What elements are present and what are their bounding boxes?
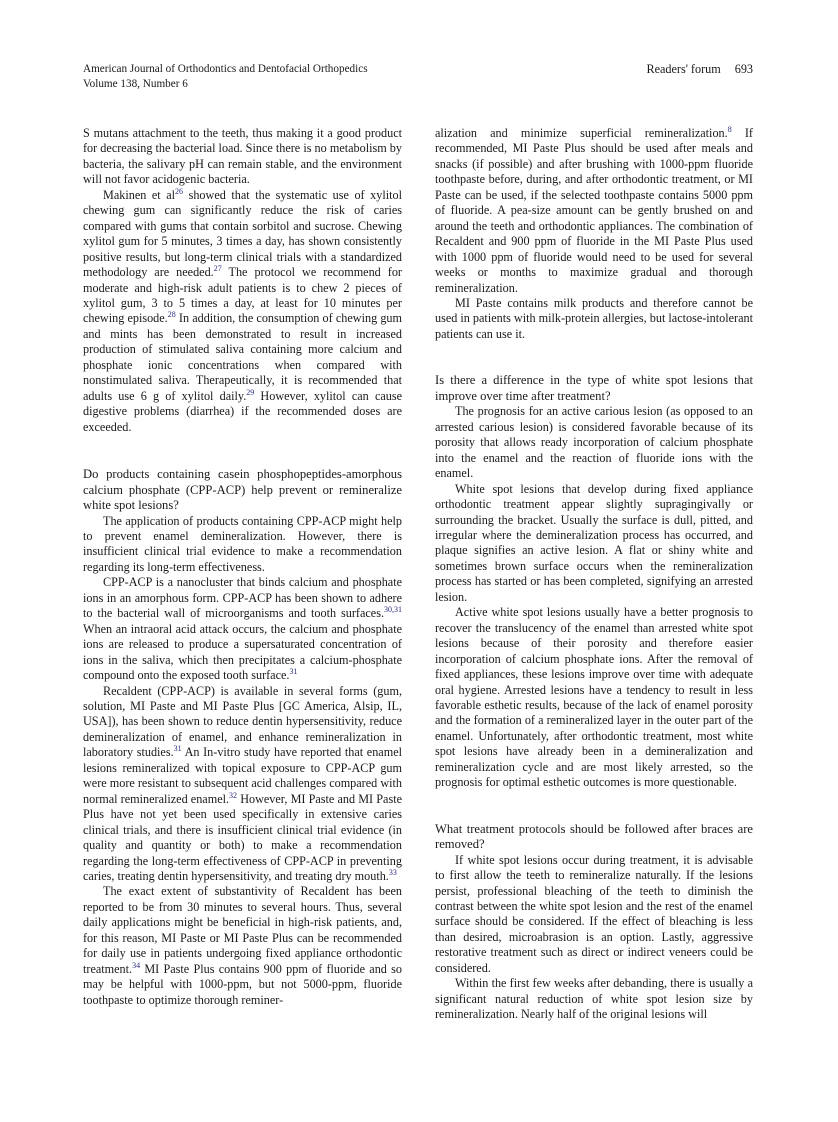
paragraph: White spot lesions that develop during fixed appliance orthodontic treatment appear slightly supragingivally or surrounding the bracket. Usually the surface is dull, pitted, and irregular where the demineralization process has occurred, and plaque signifies an active lesion. A flat or shiny white and sometimes brown surface occurs when the remineralization process has started or has been completed, signifying an arrested lesion. bbox=[435, 481, 753, 604]
section-name: Readers' forum bbox=[646, 62, 721, 76]
section-heading: What treatment protocols should be followed after braces are removed? bbox=[435, 821, 753, 852]
citation[interactable]: 26 bbox=[175, 186, 184, 196]
citation[interactable]: 31 bbox=[289, 667, 298, 677]
paragraph: alization and minimize superficial remineralization.$^8$ If recommended, MI Paste Plus should be used after meals and snacks (if possible) and after brushing with 1000-ppm fluoride toothpaste before, during, and after orthodontic treatment, or MI Paste can be used, if the selected toothpaste contains 5000 ppm of fluoride. A pea-size amount can be gently brushed on and around the teeth and orthodontic appliances. The combination of Recaldent and 900 ppm of fluoride in the MI Paste Plus used with 1000 ppm of fluoride would need to be used for several weeks or months to maximize gradual and thorough remineralization. bbox=[435, 125, 753, 295]
citation[interactable]: 33 bbox=[388, 867, 397, 877]
citation[interactable]: 31 bbox=[173, 744, 182, 754]
journal-info bbox=[83, 62, 368, 92]
citation[interactable]: 30,31 bbox=[384, 605, 402, 615]
paragraph: CPP-ACP is a nanocluster that binds calcium and phosphate ions in an amorphous form. CPP-ACP has been shown to adhere to the bacterial wall of microorganisms and tooth surfaces.$^{30,31}$ When an intraoral acid attack occurs, the calcium and phosphate ions are released to produce a supersaturated concentration of ions in the saliva, which then precipitates a calcium-phosphate compound onto the exposed tooth surface.$^{31}$ bbox=[83, 575, 402, 683]
paragraph: The application of products containing CPP-ACP might help to prevent enamel demineralization. However, there is insufficient clinical trial evidence to make a recommendation regarding its long-term effectiveness. bbox=[83, 513, 402, 574]
paragraph: Recaldent (CPP-ACP) is available in several forms (gum, solution, MI Paste and MI Paste Plus [GC America, Alsip, IL, USA]), has been shown to reduce dentin hypersensitivity, reduce demineralization of enamel, and enhance remineralization in laboratory studies.$^{31}$ An In-vitro study have reported that enamel lesions remineralized with topical exposure to CPP-ACP gum were more resistant to subsequent acid challenges compared with normal remineralized enamel.$^{32}$ However, MI Paste and MI Paste Plus have not yet been used specifically in extensive caries clinical trials, and there is insufficient clinical trial evidence (in quality and quantity or both) to make a recommendation regarding the long-term effectiveness of CPP-ACP in preventing caries, treating dentin hypersensitivity, and treating dry mouth.$^{33}$ bbox=[83, 683, 402, 883]
journal-volume: Volume 138, Number 6 bbox=[83, 78, 188, 90]
citation[interactable]: 28 bbox=[167, 310, 176, 320]
paragraph: If white spot lesions occur during treatment, it is advisable to first allow the teeth to remineralize naturally. If the lesions persist, professional bleaching of the teeth to diminish the contrast between the white spot lesion and the rest of the enamel surface should be considered. If the effect of bleaching is less than desired, microabrasion is an option. Lastly, aggressive restorative treatment such as direct or indirect veneers could be considered. bbox=[435, 852, 753, 975]
paragraph: The exact extent of substantivity of Recaldent has been reported to be from 30 minutes to several hours. Thus, several daily applications might be beneficial in high-risk patients, and, for this reason, MI Paste or MI Paste Plus can be recommended for daily use in patients undergoing fixed appliance orthodontic treatment.$^{34}$ MI Paste Plus contains 900 ppm of fluoride and so may be helpful with 1000-ppm, but not 5000-ppm, fluoride toothpaste to optimize thorough reminer- bbox=[83, 884, 402, 1007]
paragraph: S mutans attachment to the teeth, thus making it a good product for decreasing the bacterial load. Since there is no metabolism by bacteria, the salivary pH can remain stable, and the environment will not favor acidogenic bacteria. bbox=[83, 126, 402, 187]
paragraph: The prognosis for an active carious lesion (as opposed to an arrested carious lesion) is considered favorable because of its porosity that allows ready incorporation of calcium phosphate into the enamel and the reaction of fluoride ions with the enamel. bbox=[435, 404, 753, 481]
citation[interactable]: 8 bbox=[727, 125, 732, 134]
section-heading: Do products containing casein phosphopeptides-amorphous calcium phosphate (CPP-ACP) help prevent or remineralize white spot lesions? bbox=[83, 467, 402, 513]
citation[interactable]: 29 bbox=[246, 387, 255, 397]
section-heading: Is there a difference in the type of white spot lesions that improve over time after treatment? bbox=[435, 373, 753, 403]
right-column bbox=[435, 126, 753, 1023]
section-page bbox=[646, 62, 753, 77]
left-column bbox=[83, 126, 402, 1008]
paragraph: MI Paste contains milk products and therefore cannot be used in patients with milk-protein allergies, but lactose-intolerant patients can use it. bbox=[435, 295, 753, 341]
citation[interactable]: 32 bbox=[229, 790, 238, 800]
citation[interactable]: 34 bbox=[132, 960, 141, 970]
page-number: 693 bbox=[734, 62, 753, 76]
citation[interactable]: 27 bbox=[213, 264, 222, 274]
journal-title: American Journal of Orthodontics and Dentofacial Orthopedics bbox=[83, 63, 368, 75]
paragraph: Active white spot lesions usually have a better prognosis to recover the translucency of the enamel than arrested white spot lesions because of their porosity and therefore easier incorporation of calcium phosphate ions. After the removal of fixed appliances, these lesions improve over time with adequate oral hygiene. Arrested lesions have a tendency to result in less favorable esthetic results, because of the lack of enamel porosity and the formation of a remineralized layer in the outer part of the enamel. Unfortunately, after orthodontic treatment, most white spot lesions have already been in a demineralization and remineralization cycle and are most likely arrested, so the prognosis for optimal esthetic outcomes is more questionable. bbox=[435, 605, 753, 790]
paragraph: Within the first few weeks after debanding, there is usually a significant natural reduction of white spot lesion size by remineralization. Nearly half of the original lesions will bbox=[435, 976, 753, 1022]
paragraph: Makinen et $al^{26}$ showed that the systematic use of xylitol chewing gum can significantly reduce the risk of caries compared with gums that contain sorbitol and sucrose. Chewing xylitol gum for 5 minutes, 3 times a day, has shown consistently positive results, but long-term clinical trials with a standardized methodology are needed.$^{27}$ The protocol we recommend for moderate and high-risk adult patients is to chew 2 pieces of xylitol gum, 3 to 5 times a day, at least for 10 minutes per chewing episode.$^{28}$ In addition, the consumption of chewing gum and mints has been demonstrated to result in increased production of stimulated saliva containing more calcium and phosphate ionic concentrations when compared with nonstimulated saliva. Therapeutically, it is recommended that adults use 6 g of xylitol daily.$^{29}$ However, xylitol can cause digestive problems (diarrhea) if the recommended doses are exceeded. bbox=[83, 186, 403, 434]
